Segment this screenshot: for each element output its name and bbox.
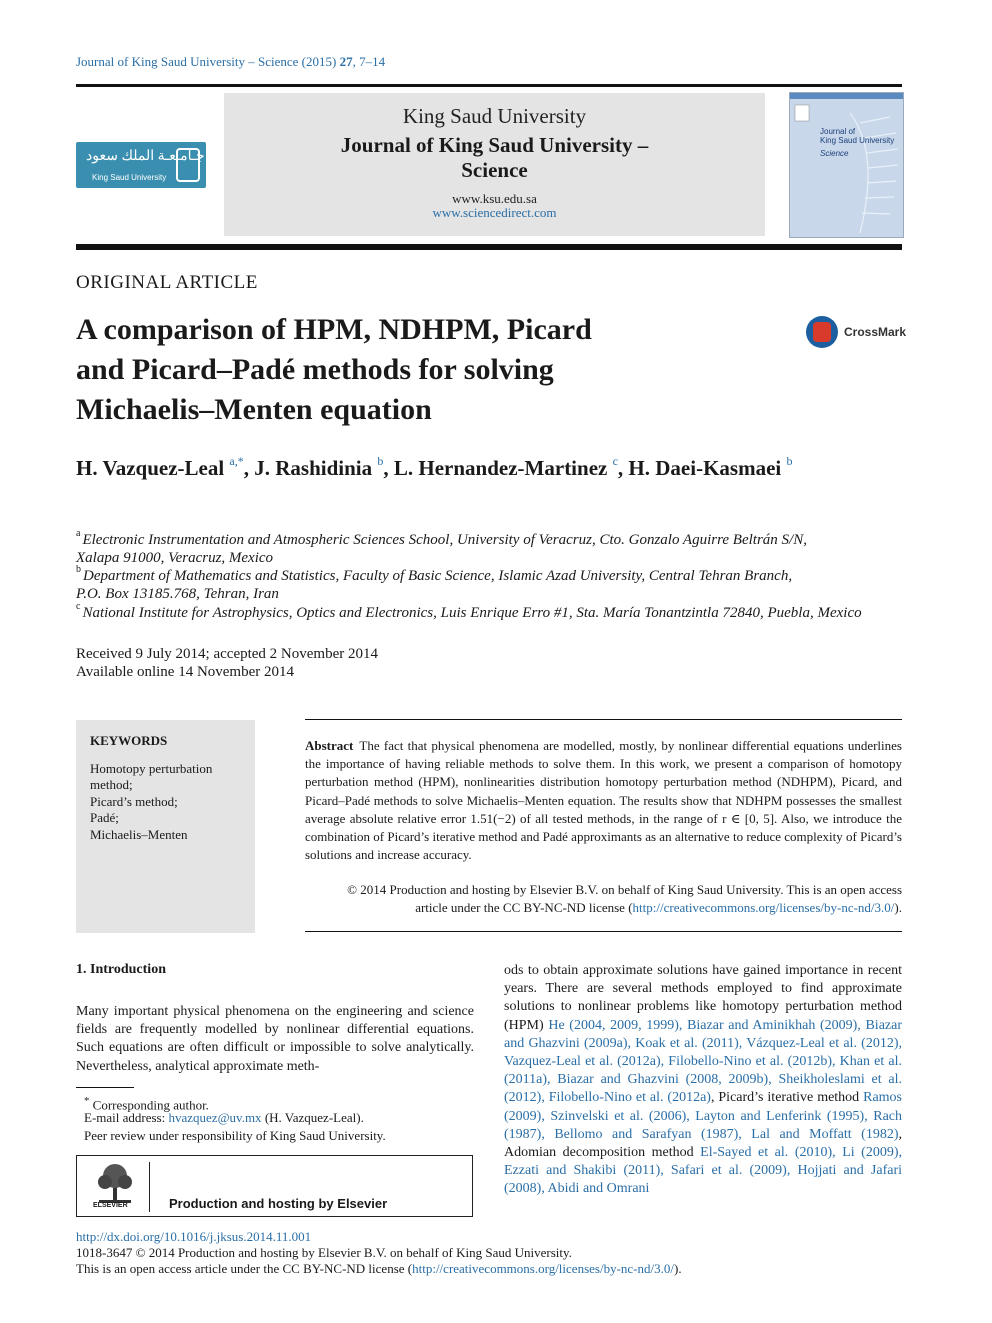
citation-links[interactable]: He (2004, 2009, 1999), Biazar and Aminikhah (2009), Biazar and Ghazvini (2009a), Koak et al. (2011), Vázquez-Leal et al. (2012), Vazquez-Leal et al. (2012a), Filobello-Nino et al. (2012b), Khan et al. (2011a), Biazar and Ghazvini (2008, 2009b), Sheikholeslami et al. (2012), Filobello-Nino et al. (2012a)	[504, 1017, 902, 1106]
author-name: H. Daei-Kasmaei	[628, 456, 782, 480]
article-title	[76, 310, 716, 430]
citation-links[interactable]: Ramos (2009), Szinvelski et al. (2006), Layton and Lenferink (1995), Rach (1987), Bellomo and Sarafyan (1987), Lal and Moffatt (1982)	[504, 1090, 902, 1142]
open-access-line	[76, 1261, 682, 1277]
elsevier-tree-icon	[95, 1162, 135, 1204]
keywords-box	[76, 720, 255, 933]
journal-title-line2: Science	[461, 158, 528, 182]
header-rule	[76, 244, 902, 250]
cover-title-line1: Journal of	[820, 127, 856, 136]
abstract-top-rule	[305, 719, 902, 720]
intro-text: ods to obtain approximate solutions have gained importance in recent years. There are several methods employed to find approximate solutions to nonlinear problems like homotopy perturbation method (HPM)	[504, 963, 902, 1033]
email-note	[84, 1110, 364, 1126]
palm-emblem-icon	[176, 148, 200, 182]
oa-post: ).	[673, 1261, 682, 1276]
oa-pre: This is an open access article under the CC BY-NC-ND license (	[76, 1261, 413, 1276]
issn-line: 1018-3647 © 2014 Production and hosting by Elsevier B.V. on behalf of King Saud University.	[76, 1245, 572, 1260]
citation-links[interactable]: El-Sayed et al. (2010), Li (2009), Ezzati and Shakibi (2011), Safari et al. (2009), Hojjati and Jafari (2008), Abidi and Omrani	[504, 1145, 903, 1197]
intro-text: , Adomian decomposition method	[504, 1126, 902, 1161]
abstract-bottom-rule	[305, 931, 902, 932]
author-name: J. Rashidinia	[254, 456, 373, 480]
cover-fern-pattern	[790, 93, 903, 237]
crossmark-icon	[806, 316, 838, 348]
affiliation-line: Electronic Instrumentation and Atmospheric Sciences School, University of Veracruz, Cto. Gonzalo Aguirre Beltrán S/N,	[82, 532, 807, 548]
university-name: King Saud University	[402, 104, 587, 128]
footnote-text: Corresponding author.	[92, 1097, 209, 1113]
section-heading: 1. Introduction	[76, 962, 166, 977]
email-label: E-mail address:	[84, 1110, 169, 1125]
author-separator: ,	[243, 456, 255, 480]
intro-right-column	[504, 962, 902, 1199]
logo-english-text: King Saud University	[92, 173, 167, 182]
journal-title-line1: Journal of King Saud University –	[340, 133, 649, 157]
journal-ref-volume: 27	[339, 54, 353, 69]
production-text: Production and hosting by Elsevier	[169, 1196, 388, 1211]
affiliation-b	[76, 563, 916, 603]
author-list	[76, 456, 792, 481]
sciencedirect-link[interactable]: www.sciencedirect.com	[432, 205, 557, 220]
copyright-line2-pre: article under the CC BY-NC-ND license (	[415, 900, 633, 916]
abstract-label: Abstract	[305, 738, 354, 753]
journal-cover-image	[789, 92, 904, 238]
author-name: H. Vazquez-Leal	[76, 456, 225, 480]
title-line-3: Michaelis–Menten equation	[76, 393, 432, 426]
author-separator: ,	[383, 456, 394, 480]
copyright-line1: © 2014 Production and hosting by Elsevier B.V. on behalf of King Saud University. This is an open access	[347, 882, 902, 897]
affiliation-line: Xalapa 91000, Veracruz, Mexico	[76, 550, 274, 566]
abstract	[305, 737, 902, 864]
journal-header	[224, 93, 765, 236]
affiliation-line: Department of Mathematics and Statistics, Faculty of Basic Science, Islamic Azad University, Central Tehran Branch,	[83, 568, 793, 584]
copyright-line2-post: ).	[894, 900, 902, 916]
author-affiliation-mark[interactable]: a,*	[229, 454, 244, 468]
logo-arabic-text: جـامـعـة الملك سعود	[86, 149, 205, 164]
cover-title	[820, 127, 894, 145]
received-date: Received 9 July 2014; accepted 2 November 2014	[76, 646, 378, 662]
elsevier-label: ELSEVIER	[93, 1202, 128, 1209]
elsevier-divider	[149, 1162, 150, 1212]
author-separator: ,	[617, 456, 629, 480]
keywords-list	[90, 761, 240, 843]
doi-link[interactable]: http://dx.doi.org/10.1016/j.jksus.2014.11.001	[76, 1229, 312, 1244]
affiliation-a	[76, 527, 916, 567]
ksu-url[interactable]: www.ksu.edu.sa	[452, 191, 537, 206]
footnote-mark: *	[84, 1095, 90, 1107]
online-date: Available online 14 November 2014	[76, 664, 294, 680]
elsevier-box	[76, 1155, 473, 1217]
article-dates	[76, 645, 378, 681]
email-owner: (H. Vazquez-Leal).	[261, 1110, 364, 1125]
intro-text: , Picard’s iterative method	[710, 1090, 864, 1106]
keyword-item: Padé;	[90, 810, 119, 826]
title-line-2: and Picard–Padé methods for solving	[76, 353, 554, 386]
journal-ref-prefix: Journal of King Saud University – Science (2015)	[76, 54, 340, 69]
article-type: ORIGINAL ARTICLE	[76, 272, 258, 293]
peer-review-note: Peer review under responsibility of King Saud University.	[84, 1128, 386, 1143]
author-name: L. Hernandez-Martinez	[393, 456, 608, 480]
copyright-line2	[305, 899, 902, 917]
affiliation-mark: b	[76, 564, 81, 575]
journal-title	[224, 133, 765, 183]
cover-subtitle: Science	[820, 149, 849, 158]
author-affiliation-mark[interactable]: c	[612, 454, 618, 468]
affiliation-mark: c	[76, 601, 81, 612]
intro-left-column: Many important physical phenomena on the engineering and science fields are frequently modelled by nonlinear differential equations. Such equations are often difficult or impossible to solve analytically. Nevertheless, analytical approximate meth-	[76, 1004, 474, 1074]
footer-license-link[interactable]: http://creativecommons.org/licenses/by-nc-nd/3.0/	[412, 1261, 674, 1276]
top-rule	[76, 84, 902, 87]
affiliation-line: National Institute for Astrophysics, Optics and Electronics, Luis Enrique Erro #1, Sta. María Tonantzintla 72840, Puebla, Mexico	[82, 605, 862, 621]
abstract-text: The fact that physical phenomena are modelled, mostly, by nonlinear differential equations underlines the importance of having reliable methods to solve them. In this work, we present a comparison of homotopy perturbation method (HPM), nonlinearities distribution homotopy perturbation method (NDHPM), Picard, and Picard–Padé methods to solve Michaelis–Menten equation. The results show that NDHPM possesses the smallest average absolute relative error 1.51(−2) of all tested methods, in the range of r ∈ [0, 5]. Also, we introduce the combination of Picard’s iterative method and Padé approximants as an alternative to reduce complexity of Picard’s solutions and increase accuracy.	[305, 738, 902, 863]
journal-reference	[76, 54, 385, 70]
footnote-rule	[76, 1087, 134, 1088]
cover-title-line2: King Saud University	[820, 136, 895, 145]
author-affiliation-mark[interactable]: b	[786, 454, 793, 468]
author-affiliation-mark[interactable]: b	[377, 454, 384, 468]
title-line-1: A comparison of HPM, NDHPM, Picard	[76, 313, 592, 346]
abstract-copyright	[305, 881, 902, 917]
keyword-item: Homotopy perturbation method;	[90, 761, 213, 793]
affiliation-mark: a	[76, 528, 81, 539]
license-link[interactable]: http://creativecommons.org/licenses/by-nc-nd/3.0/	[632, 900, 895, 916]
keywords-heading: KEYWORDS	[90, 733, 168, 748]
journal-ref-pages: , 7–14	[352, 54, 386, 69]
keyword-item: Michaelis–Menten	[90, 826, 188, 842]
affiliation-line: P.O. Box 13185.768, Tehran, Iran	[76, 586, 279, 602]
email-link[interactable]: hvazquez@uv.mx	[168, 1110, 262, 1125]
ksu-logo	[76, 142, 206, 188]
keyword-item: Picard’s method;	[90, 793, 178, 809]
crossmark-label: CrossMark	[844, 325, 907, 339]
affiliation-c	[76, 600, 916, 622]
crossmark-button[interactable]	[806, 316, 906, 350]
